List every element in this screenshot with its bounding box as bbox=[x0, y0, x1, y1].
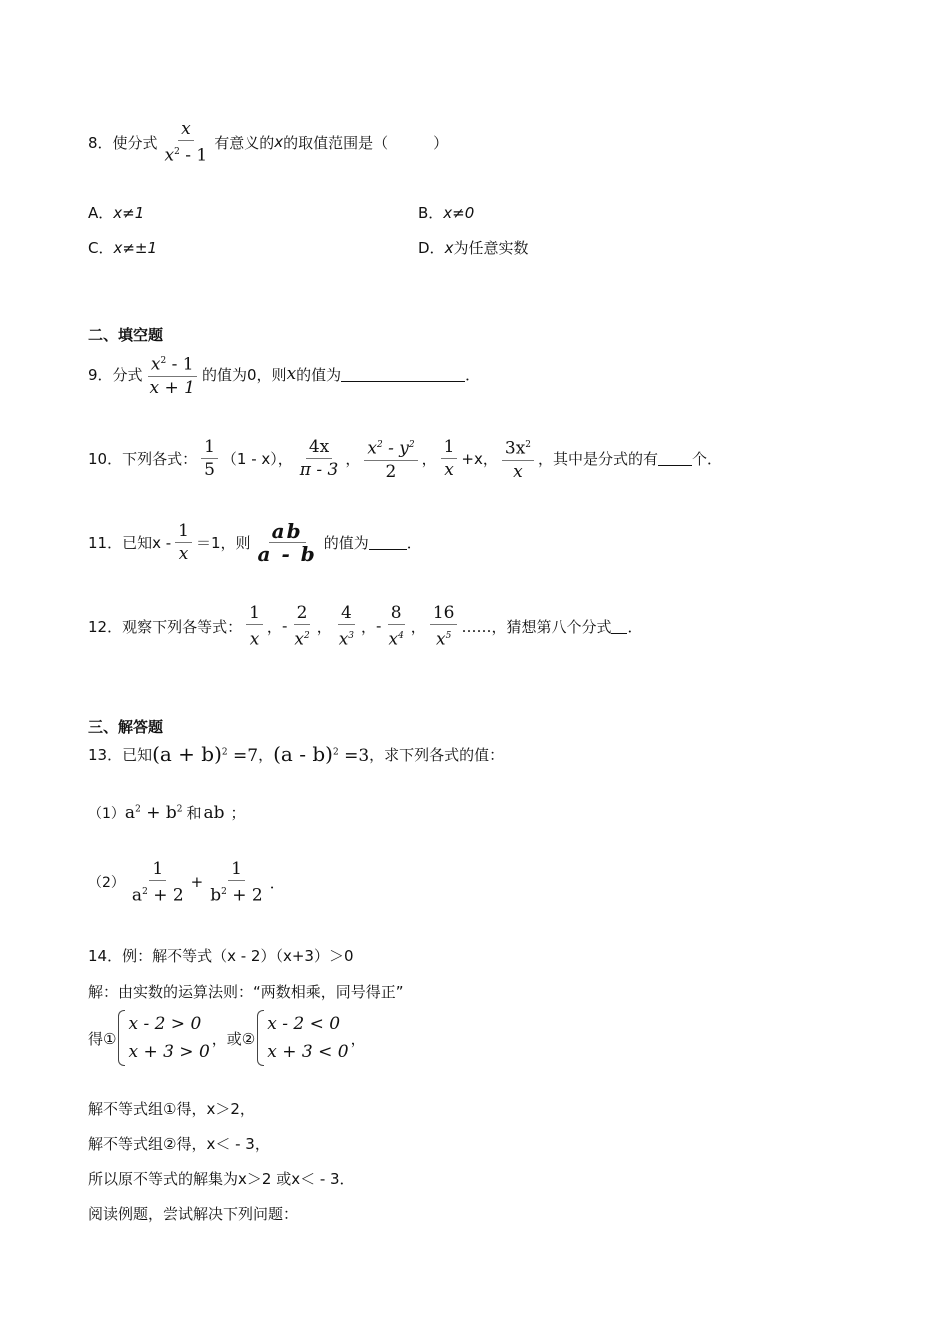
q10-fraction-1: $\frac{1}{5}$ bbox=[201, 436, 218, 481]
q10-fraction-2: $\frac{4x}{\pi - 3}$ bbox=[299, 436, 339, 480]
q10-fraction-3: $\frac{x^2 - y^2}{2}$ bbox=[364, 434, 417, 483]
q12-term-1: $\frac{1}{x}$ bbox=[246, 602, 263, 651]
q8-frac-denominator: $x^2 - 1$ bbox=[164, 145, 208, 166]
q14-line-3: 解不等式组①得，x＞2， bbox=[88, 1100, 255, 1118]
question-10: 10．下列各式： $\frac{1}{5}$ （1 - x）， $\frac{4x}{\pi - 3}$ ， $\frac{x^2 - y^2}{2}$ ， $\frac{1}{x}$ +x， $\frac{3x^2}{x}$ ，其中是分式的有 个． bbox=[88, 434, 722, 483]
q8-option-a[interactable]: A．x≠1 bbox=[88, 204, 145, 222]
q14-line-4: 解不等式组②得，x＜ - 3， bbox=[88, 1135, 270, 1153]
q8-option-b[interactable]: B．x≠0 bbox=[418, 204, 475, 222]
q13-part-2: （2） $\frac{1}{a^2 + 2}$ + $\frac{1}{b^2 + 2}$ ． bbox=[88, 859, 285, 906]
q9-answer-blank[interactable] bbox=[341, 367, 465, 382]
q9-numerator: $x^2 - 1$ bbox=[148, 350, 197, 377]
q8-suffix: 有意义的 bbox=[214, 133, 275, 152]
q10-fraction-4: $\frac{1}{x}$ bbox=[441, 436, 458, 481]
q12-term-2: $\frac{2}{x^2}$ bbox=[294, 603, 310, 650]
q12-term-4: $\frac{8}{x^4}$ bbox=[388, 603, 404, 650]
q8-option-c[interactable]: C．x≠±1 bbox=[88, 239, 158, 257]
q13-p1-expr: $a^2 + b^2$ bbox=[124, 802, 183, 823]
q14-line-2: 解：由实数的运算法则：“两数相乘，同号得正” bbox=[88, 983, 404, 1001]
q8-suffix2: 的取值范围是（ ） bbox=[283, 133, 449, 152]
q9-denominator: x + 1 bbox=[149, 377, 196, 398]
q14-line-6: 阅读例题，尝试解决下列问题： bbox=[88, 1205, 299, 1223]
q12-answer-blank[interactable] bbox=[611, 619, 627, 634]
q9-prefix: 9．分式 bbox=[88, 365, 143, 384]
q14-systems: 得① x - 2 > 0 x + 3 > 0 ，或② x - 2 < 0 x + 3 < 0 ， bbox=[88, 1010, 366, 1066]
q12-term-3: $\frac{4}{x^3}$ bbox=[338, 603, 355, 650]
section-2-title: 二、填空题 bbox=[88, 326, 164, 344]
q13-expr-2: (a - b)$^2$ =3 bbox=[273, 742, 370, 766]
question-13: 13．已知 $(a + b)^2 =7$ ， (a - b)$^2$ =3 ，求下列各式的值： bbox=[88, 742, 505, 766]
question-12: 12．观察下列各等式： $\frac{1}{x}$ ， - $\frac{2}{x^2}$ ， $\frac{4}{x^3}$ ， - $\frac{8}{x^4}$ ， $\frac{16}{x^5}$ ……， 猜想第八个分式 ． bbox=[88, 603, 643, 650]
q13-p2-fraction-2: $\frac{1}{b^2 + 2}$ bbox=[210, 859, 263, 906]
q8-fraction bbox=[162, 118, 211, 167]
q8-option-d[interactable]: D．x为任意实数 bbox=[418, 239, 529, 257]
q11-fraction: $\frac{1}{x}$ bbox=[175, 520, 192, 565]
q11-answer-blank[interactable] bbox=[369, 535, 407, 550]
q8-var: x bbox=[274, 133, 284, 152]
q9-var: x bbox=[286, 364, 297, 385]
q13-p2-fraction-1: $\frac{1}{a^2 + 2}$ bbox=[131, 859, 184, 906]
question-11: 11．已知 x - $\frac{1}{x}$ ＝1，则 $\frac{ab}{a - b}$ 的值为 ． bbox=[88, 519, 422, 566]
q10-fraction-5: $\frac{3x^2}{x}$ bbox=[502, 434, 534, 483]
q8-prefix: 8．使分式 bbox=[88, 133, 158, 152]
question-9: 9．分式 $\frac{x^2 - 1}{x + 1}$ 的值为0，则 x 的值为 ． bbox=[88, 350, 480, 399]
q10-prefix: 10．下列各式： bbox=[88, 449, 198, 468]
q11-big-fraction: $\frac{ab}{a - b}$ bbox=[257, 519, 317, 566]
q13-expr-1: $(a + b)^2 =7$ bbox=[152, 742, 259, 766]
q12-term-5: $\frac{16}{x^5}$ bbox=[430, 602, 458, 651]
q10-answer-blank[interactable] bbox=[658, 451, 692, 466]
q9-suffix: 的值为 bbox=[296, 365, 342, 384]
question-8 bbox=[88, 118, 448, 167]
q8-frac-numerator: x bbox=[178, 118, 194, 141]
q14-system-1: x - 2 > 0 x + 3 > 0 bbox=[118, 1010, 209, 1066]
q14-line-1: 14．例：解不等式（x - 2）（x+3）＞0 bbox=[88, 947, 354, 965]
q9-fraction bbox=[147, 350, 198, 399]
q13-part-1: （1） $a^2 + b^2$ 和 ab ； bbox=[88, 802, 246, 823]
q14-line-5: 所以原不等式的解集为x＞2 或x＜ - 3． bbox=[88, 1170, 355, 1188]
q14-system-2: x - 2 < 0 x + 3 < 0 bbox=[257, 1010, 348, 1066]
q9-mid: 的值为0，则 bbox=[202, 365, 287, 384]
section-3-title: 三、解答题 bbox=[88, 718, 164, 736]
